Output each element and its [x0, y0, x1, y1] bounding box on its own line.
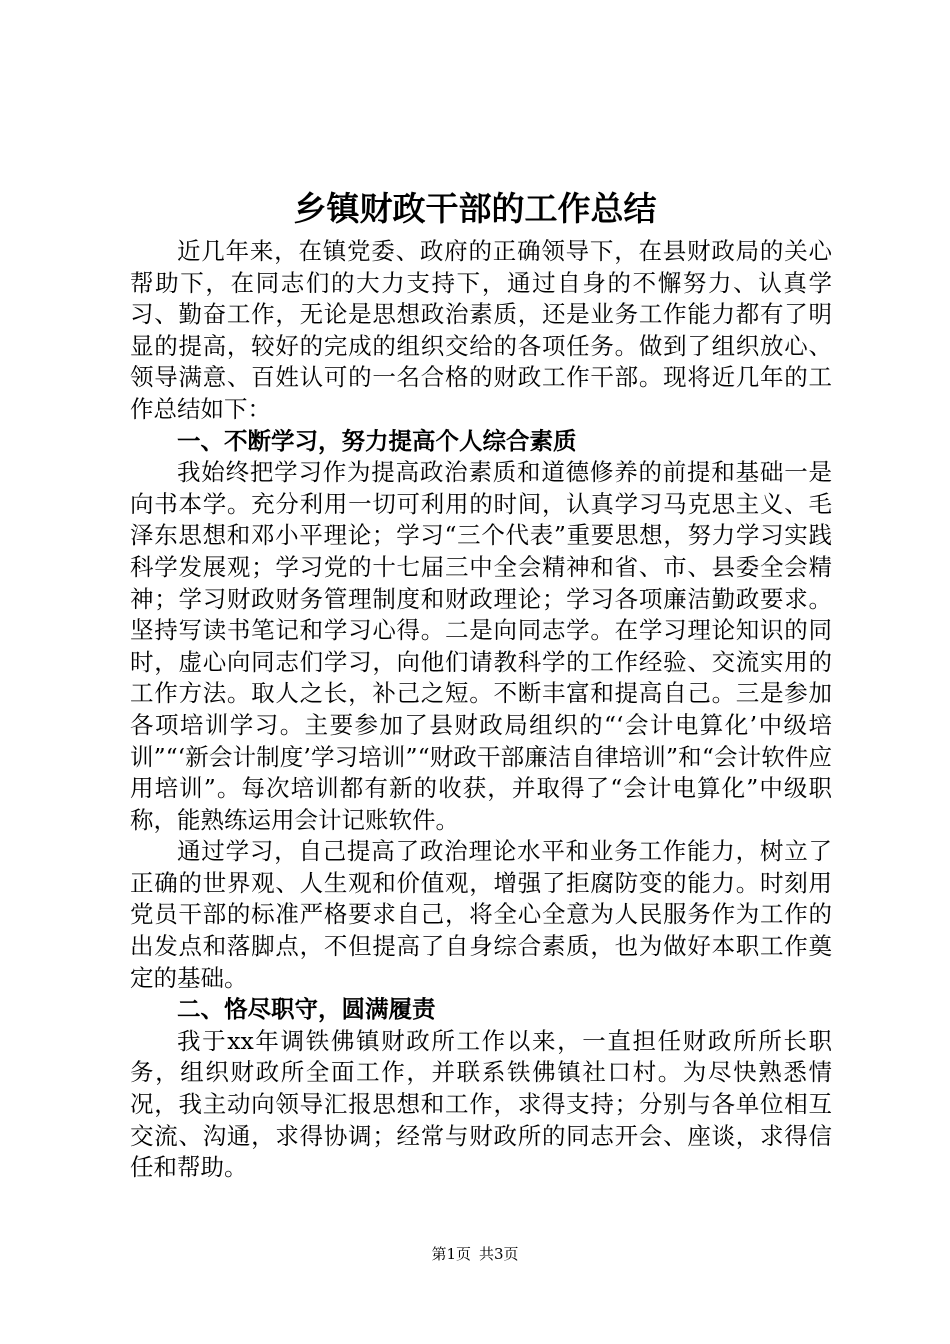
section-heading-2: 二、恪尽职守，圆满履责 [177, 995, 436, 1024]
intro-paragraph: 近几年来，在镇党委、政府的正确领导下，在县财政局的关心帮助下，在同志们的大力支持下，通过自身的不懈努力、认真学习、勤奋工作，无论是思想政治素质，还是业务工作能力都有了明显的提高，较好的完成的组织交给的各项任务。做到了组织放心、领导满意、百姓认可的一名合格的财政工作干部。现将近几年的工作总结如下： [130, 237, 832, 423]
study-paragraph: 我始终把学习作为提高政治素质和道德修养的前提和基础一是向书本学。充分利用一切可利用的时间，认真学习马克思主义、毛泽东思想和邓小平理论；学习“三个代表”重要思想，努力学习实践科学发展观；学习党的十七届三中全会精神和省、市、县委全会精神；学习财政财务管理制度和财政理论；学习各项廉洁勤政要求。坚持写读书笔记和学习心得。二是向同志学。在学习理论知识的同时，虚心向同志们学习，向他们请教科学的工作经验、交流实用的工作方法。取人之长，补己之短。不断丰富和提高自己。三是参加各项培训学习。主要参加了县财政局组织的“‘会计电算化’中级培训”“‘新会计制度’学习培训”“财政干部廉洁自律培训”和“会计软件应用培训”。每次培训都有新的收获，并取得了“会计电算化”中级职称，能熟练运用会计记账软件。 [130, 458, 832, 834]
page-number: 第1页 [431, 1245, 471, 1263]
result-paragraph: 通过学习，自己提高了政治理论水平和业务工作能力，树立了正确的世界观、人生观和价值观，增强了拒腐防变的能力。时刻用党员干部的标准严格要求自己，将全心全意为人民服务作为工作的出发点和落脚点，不但提高了自身综合素质，也为做好本职工作奠定的基础。 [130, 837, 832, 992]
document-title: 乡镇财政干部的工作总结 [293, 189, 657, 228]
page-total: 共3页 [479, 1245, 519, 1263]
document-body [130, 236, 832, 1184]
section-heading-1: 一、不断学习，努力提高个人综合素质 [177, 426, 577, 455]
page-footer [0, 1244, 950, 1264]
duty-paragraph: 我于xx年调铁佛镇财政所工作以来，一直担任财政所所长职务，组织财政所全面工作，并联系铁佛镇社口村。为尽快熟悉情况，我主动向领导汇报思想和工作，求得支持；分别与各单位相互交流、沟通，求得协调；经常与财政所的同志开会、座谈，求得信任和帮助。 [130, 1026, 832, 1182]
